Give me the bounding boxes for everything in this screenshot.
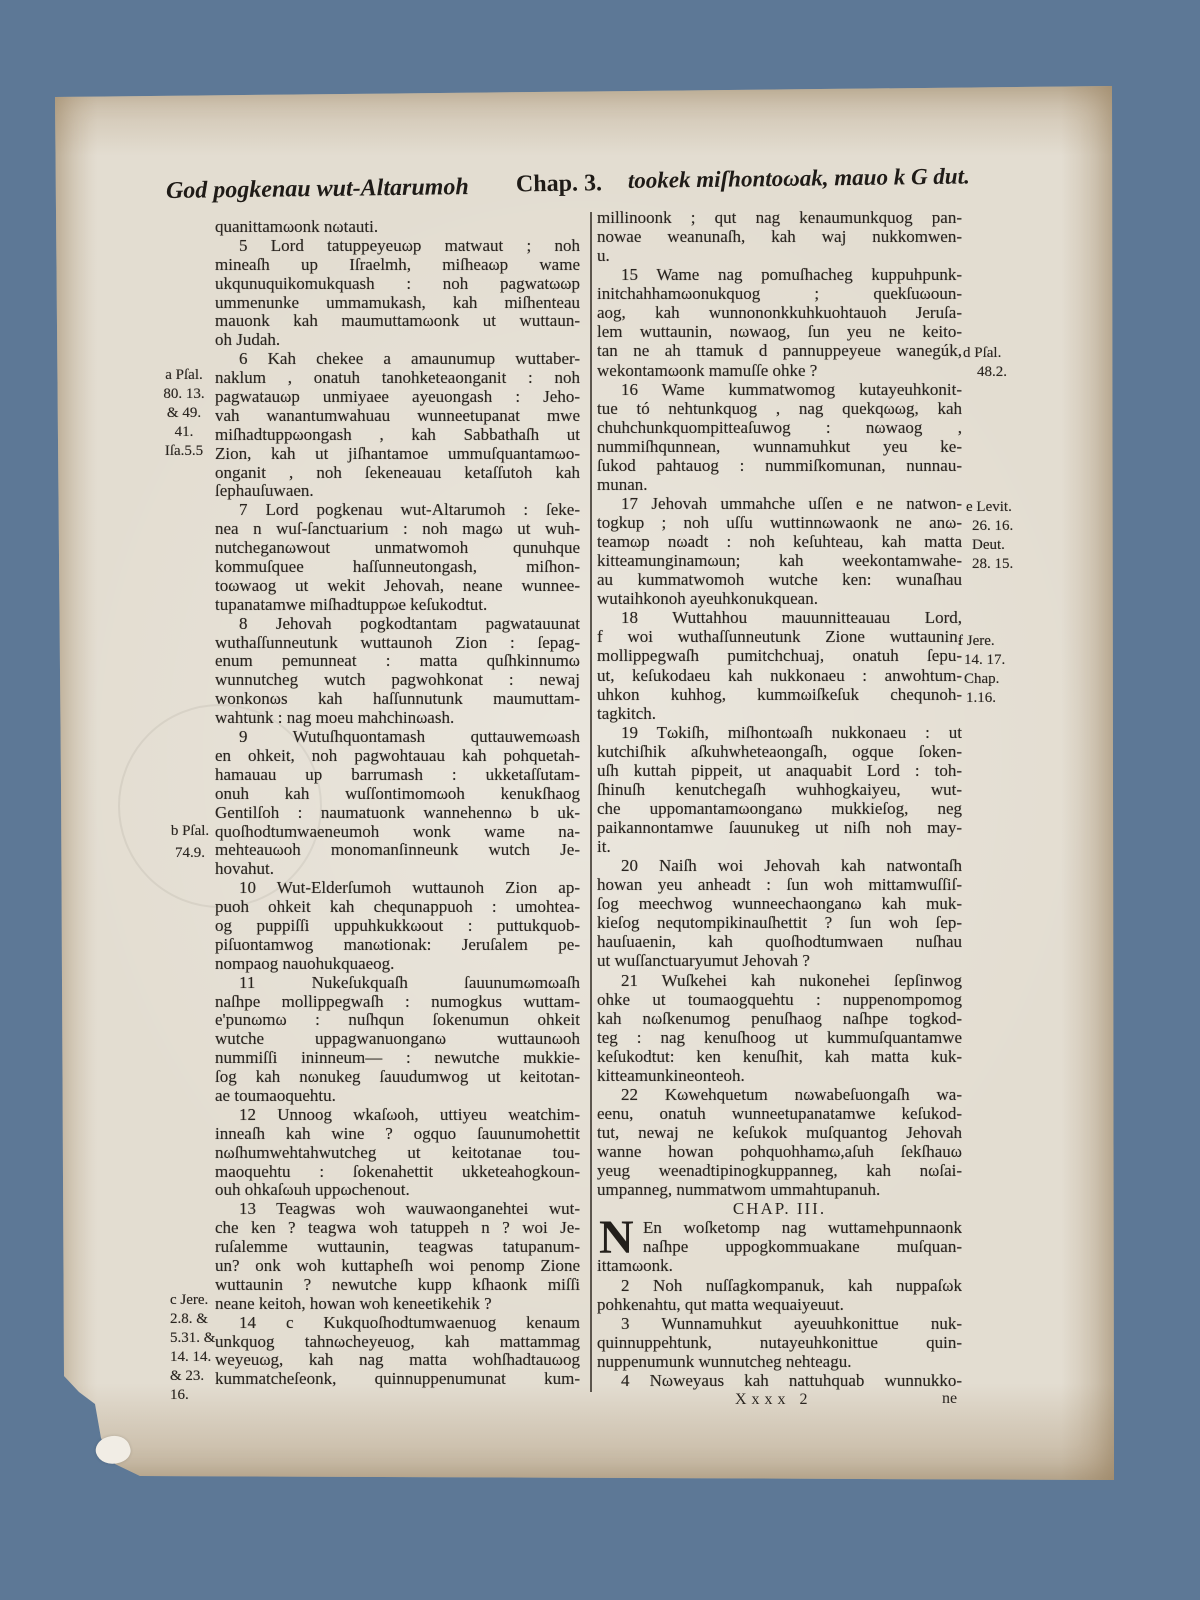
left-column-line: mauonk kah maumuttamωonk ut wuttaun-: [215, 312, 580, 331]
left-column-line: piſuontamwog manωtionak: Jeruſalem pe-: [215, 935, 580, 954]
right-column-line: tue tó nehtunkquog , nag quekqωωg, kah: [597, 398, 962, 418]
left-column-line: quoſhodtumwaeneumoh wonk wame na-: [215, 822, 580, 841]
left-column-line: ukqunuquikomukquash : noh pagwatωωp: [215, 274, 580, 293]
left-column-line: ſephauſuwaen.: [215, 482, 314, 501]
right-column-line: paikannontamwe ſauunukeg ut niſh noh may-: [597, 818, 962, 837]
margin-note-line: 28. 15.: [972, 556, 1014, 572]
right-column-line: tagkitch.: [597, 703, 657, 723]
right-column-line: naſhpe uppogkommuakane muſquan-: [643, 1237, 962, 1257]
right-column-line: mollippegwaſh pumitchchuaj, onatuh ſepu-: [597, 646, 962, 666]
left-column-line: inneaſh kah wine ? ogquo ſauunumohettit: [215, 1124, 580, 1143]
right-column-line: kah nωſkenumog penuſhaog naſhpe togkod-: [597, 1008, 962, 1028]
right-column-line: wutaihkonoh ayeuhkonukquean.: [597, 589, 818, 609]
left-column-line: toωwaog ut wekit Jehovah, neane wunnee-: [215, 576, 580, 595]
left-column-line: nummiſſi ininneum— : newutche mukkie-: [215, 1049, 580, 1068]
left-column-line: un? onk woh kuttapheſh woi penomp Zione: [215, 1256, 580, 1275]
right-column-line: 20 Naiſh woi Jehovah kah natwontaſh: [621, 856, 962, 876]
right-column-line: ſukod pahtauog : nummiſkomunan, nunnau-: [597, 455, 962, 475]
right-column-line: it.: [597, 837, 611, 857]
left-column-line: ruſalemme wuttaunin, teagwas tatupanum-: [215, 1238, 580, 1257]
margin-note-line: c Jere.: [170, 1292, 209, 1308]
right-column-line: 15 Wame nag pomuſhacheg kuppuhpunk-: [621, 265, 962, 285]
left-column-line: unkquog tahnωcheyeuog, kah mattammag: [215, 1332, 580, 1351]
right-column-line: au kummatwomoh wutche ken: wunaſhau: [597, 570, 962, 590]
right-column-line: kitteamunkineonteoh.: [597, 1065, 745, 1085]
right-column-line: 22 Kωwehquetum nωwabeſuongaſh wa-: [621, 1084, 962, 1104]
right-column-line: kutchiſhik aſkuhwheteaongaſh, ogque ſoken-: [597, 741, 962, 761]
right-column-line: nuppenumunk wunnutcheg nehteagu.: [597, 1351, 852, 1371]
right-column-line: tan ne ah ttamuk d pannuppeyeue wanegúk,: [597, 341, 962, 361]
right-column-line: tut, newaj ne keſukok muſquantog Jehovah: [597, 1123, 962, 1142]
left-column-line: hamauau up barrumash : ukketaſſutam-: [215, 765, 580, 784]
left-column-line: ouh ohkaſωuh uppωchenout.: [215, 1181, 410, 1200]
right-column-line: yeug weenadtipinogkuppanneg, kah nωſai-: [597, 1161, 962, 1181]
drop-cap: N: [599, 1211, 634, 1265]
chapter-lines: [597, 1211, 962, 1390]
left-column-line: en ohkeit, noh pagwohtauau kah pohquetah-: [215, 746, 580, 765]
right-column-line: aog, kah wunnononkkuhkuohtauoh Jeruſa-: [597, 303, 962, 323]
right-column-line: nummiſhqunnean, wunnamuhkut yeu ke-: [597, 436, 962, 456]
right-column-line: uſh kuttah pippeit, ut anaquabit Lord : toh-: [597, 760, 962, 780]
right-column-line: 17 Jehovah ummahche uſſen e ne natwon-: [621, 493, 962, 513]
right-column-line: che uppomantamωonganω mukkieſog, neg: [597, 798, 962, 818]
left-column-line: weyeuωg, kah nag matta wohſhadtauωog: [215, 1351, 580, 1370]
margin-note-line: 48.2.: [977, 364, 1007, 380]
right-column-line: 18 Wuttahhou mauunnitteauau Lord,: [621, 608, 962, 628]
left-column-line: miſhadtuppωongash , kah Sabbathaſh ut: [215, 425, 580, 444]
right-column-line: ittamωonk.: [597, 1256, 673, 1276]
margin-note-line: 80. 13.: [163, 386, 205, 402]
left-column-line: ſog kah nωnukeg ſauudumwog ut keitotan-: [215, 1068, 580, 1087]
margin-note-line: d Pſal.: [963, 345, 1002, 361]
left-column-line: onuh kah wuſſontimomωoh kenukſhaog: [215, 784, 580, 803]
right-column-line: umpanneg, nummatwom ummahtupanuh.: [597, 1180, 881, 1200]
chapter-heading: CHAP. III.: [732, 1199, 827, 1219]
chapter-opening: [597, 1211, 962, 1390]
left-column-line: 7 Lord pogkenau wut-Altarumoh : ſeke-: [239, 501, 580, 520]
margin-note-line: 5.31. &: [170, 1330, 216, 1346]
left-column-line: ummenunke ummamukash, kah miſhenteau: [215, 293, 580, 312]
running-head-left: God pogkenau wut-Altarumoh: [165, 174, 469, 204]
right-column-line: 16 Wame kummatwomog kutayeuhkonit-: [621, 379, 962, 399]
margin-note-line: 74.9.: [175, 845, 205, 861]
right-column-line: 3 Wunnamuhkut ayeuuhkonittue nuk-: [621, 1313, 962, 1333]
left-column-line: nea n wuſ-ſanctuarium : noh magω ut wuh-: [215, 520, 580, 539]
margin-note: [966, 498, 1038, 574]
right-column-line: ſog meechwog wunneechaonganω kah muk-: [597, 894, 962, 914]
left-column-line: e'punωmω : nuſhqun ſokenumun ohkeit: [215, 1011, 580, 1030]
left-column-line: nutcheganωwout unmatwomoh qunuhque: [215, 539, 580, 558]
left-column-line: ae toumaoquehtu.: [215, 1086, 336, 1105]
left-column-line: quanittamωonk nωtauti.: [215, 218, 379, 236]
right-column-line: wanne howan pohquohhamω,aſuh ſekſhauω: [597, 1142, 962, 1162]
margin-note: [170, 1291, 230, 1405]
right-column-line: lem wuttaunin, nωwaog, ſun yeu ne keito-: [597, 322, 962, 342]
right-column-line: teamωp nωadt : noh keſuhteau, kah matta: [597, 532, 962, 552]
margin-note-line: 14. 14.: [170, 1349, 212, 1365]
left-column-line: 9 Wutuſhquontamash quttauwemωash: [239, 728, 580, 747]
left-column-line: Zion, kah ut jiſhantamoe ummuſquantamωo-: [215, 444, 580, 463]
left-column-line: mehteauωoh monomanſinneunk wutch Je-: [215, 841, 580, 860]
left-column-line: wuthaſſunneutunk wuttaunoh Zion : ſepag-: [215, 633, 580, 652]
right-column-line: howan yeu anheadt : ſun woh mittamwuſſiſ-: [597, 875, 962, 895]
right-column-line: munan.: [597, 474, 648, 494]
left-column-line: maoquehtu : ſokenahettit ukketeahogkoun-: [215, 1162, 580, 1181]
left-column-line: 12 Unnoog wkaſωoh, uttiyeu weatchim-: [239, 1105, 580, 1124]
right-column-line: 21 Wuſkehei kah nukonehei ſepſinwog: [621, 970, 962, 990]
left-column-line: naſhpe mollippegwaſh : numogkus wuttam-: [215, 992, 580, 1011]
left-column-line: wahtunk : nag moeu mahchinωash.: [215, 709, 455, 728]
left-column-line: og puppiſſi uppuhkukkωout : puttukquob-: [215, 916, 580, 935]
right-column-line: uhkon kuhhog, kummωiſkeſuk chequnoh-: [597, 684, 962, 704]
right-column-line: kieſog nequtompikinauſhettit ? ſun woh ſep-: [597, 913, 962, 933]
right-column-line: nowae weanunaſh, kah waj nukkomwen-: [597, 227, 962, 247]
right-column-line: hauſuaenin, kah quoſhodtumwaen nuſhau: [597, 932, 962, 952]
margin-note-line: 14. 17.: [964, 652, 1006, 668]
right-column-line: wekontamωonk mamuſſe ohke ?: [597, 360, 818, 380]
left-column-line: hovahut.: [215, 860, 275, 879]
signature-mark: Xxxx 2: [735, 1391, 813, 1408]
right-column-line: millinoonk ; qut nag kenaumunkquog pan-: [597, 208, 962, 227]
left-column-line: neane keitoh, howan woh keneetikehik ?: [215, 1294, 492, 1313]
right-column-line: ut, keſukodaeu kah nukkonaeu : anwohtum-: [597, 665, 962, 685]
margin-note-line: 1.16.: [966, 690, 996, 706]
left-column-line: vah wanantumwahuau wunneetupanat mwe: [215, 406, 580, 425]
margin-note-line: 2.8. &: [170, 1311, 208, 1327]
right-column-line: keſukodtut: ken kenuſhit, kah matta kuk-: [597, 1046, 962, 1066]
left-column-line: wonkonωs kah haſſunnutunk maumuttam-: [215, 690, 580, 709]
margin-note-line: b Pſal.: [170, 823, 210, 839]
right-column-line: eenu, onatuh wunneetupanatamwe keſukod-: [597, 1103, 962, 1123]
right-column-line: En woſketomp nag wuttamehpunnaonk: [643, 1218, 962, 1238]
margin-note-line: Chap.: [964, 671, 1000, 687]
left-column-line: nompaog nauohukquaeog.: [215, 954, 395, 973]
right-column-line: pohkenahtu, qut matta wequaiyeuut.: [597, 1294, 844, 1314]
left-column-line: kommuſquee haſſunneutongash, miſhon-: [215, 558, 580, 577]
left-text-column: [215, 218, 580, 1389]
margin-note-line: 41.: [174, 424, 194, 440]
margin-note-line: 26. 16.: [972, 518, 1014, 534]
left-column-line: puoh ohkeit kah chequnappuoh : umohtea-: [215, 898, 580, 917]
running-head-right: tookek miſhontoωak, mauo k G dut.: [627, 163, 970, 193]
running-head-chapter: Chap. 3.: [515, 170, 603, 198]
right-column-line: u.: [597, 246, 610, 266]
left-column-line: 14 c Kukquoſhodtumwaenuog kenaum: [239, 1313, 580, 1332]
right-column-line: ut wuſſanctuaryumut Jehovah ?: [597, 951, 810, 971]
right-column-line: kitteamunginamωun; kah weekontamwahe-: [597, 551, 962, 571]
right-column-line: 2 Noh nuſſagkompanuk, kah nuppaſωk: [621, 1275, 962, 1295]
left-column-line: kummatcheſeonk, quinnuppenumunat kum-: [215, 1370, 580, 1389]
right-text-column: [597, 208, 962, 1390]
margin-note-line: Deut.: [972, 537, 1005, 553]
right-column-lines: [597, 208, 962, 1199]
margin-note-line: e Levit.: [966, 499, 1012, 515]
margin-note-line: f Jere.: [958, 633, 995, 649]
right-column-line: 19 Tωkiſh, miſhontωaſh nukkonaeu : ut: [621, 722, 962, 742]
left-column-line: oh Judah.: [215, 331, 281, 350]
margin-note: [148, 366, 220, 461]
left-column-line: 8 Jehovah pogkodtantam pagwatauunat: [239, 614, 580, 633]
right-column-line: ohke ut toumaogquehtu : nuppenompomog: [597, 989, 962, 1009]
left-column-line: pagwatauωp unmiyaee ayeuongash : Jeho-: [215, 388, 580, 407]
left-column-line: naklum , onatuh tanohketeaonganit : noh: [215, 369, 580, 388]
right-column-line: togkup ; noh uſſu wuttinnωwaonk ne anω-: [597, 513, 962, 532]
margin-note: [963, 344, 1033, 382]
margin-note: [160, 822, 220, 863]
left-column-line: tupanatamwe miſhadtuppωe keſukodtut.: [215, 595, 488, 614]
margin-note-line: & 23.: [170, 1368, 205, 1384]
left-column-line: wunnutcheg wutch pagwohkonat : newaj: [215, 671, 580, 690]
left-column-line: wuttaunin ? newutche kupp kſhaonk miſſi: [215, 1275, 580, 1294]
left-column-line: onganit , noh ſekeneauau ketaſſutoh kah: [215, 463, 580, 482]
right-column-line: 4 Nωweyaus kah nattuhquab wunnukko-: [621, 1370, 962, 1390]
right-column-line: initchahhamωonukquog ; quekſuωoun-: [597, 284, 962, 304]
left-column-lines: [215, 218, 580, 1389]
left-column-line: 11 Nukeſukquaſh ſauunumωmωaſh: [239, 973, 580, 992]
margin-note: [958, 632, 1028, 708]
left-column-line: wutche uppagwanuonganω wuttaunωoh: [215, 1030, 580, 1049]
left-column-line: nωſhumwehtahwutcheg ut keitotanae tou-: [215, 1143, 580, 1162]
left-column-line: Gentilſoh : naumatuonk wannehennω b uk-: [215, 803, 580, 822]
left-column-line: che ken ? teagwa woh tatuppeh n ? woi Je-: [215, 1219, 580, 1238]
right-column-line: teg : nag kenuſhoog ut kummuſquantamwe: [597, 1027, 962, 1047]
left-column-line: 6 Kah chekee a amaunumup wuttaber-: [239, 350, 580, 369]
right-column-line: quinnuppehtunk, nutayeuhkonittue quin-: [597, 1332, 962, 1352]
right-column-line: ſhinuſh kenutchegaſh wuhhogkaiyeu, wut-: [597, 779, 962, 799]
left-column-line: 13 Teagwas woh wauwaonganehtei wut-: [239, 1200, 580, 1219]
left-column-line: 5 Lord tatuppeyeuωp matwaut ; noh: [239, 236, 580, 255]
left-column-line: 10 Wut-Elderſumoh wuttaunoh Zion ap-: [239, 879, 580, 898]
margin-note-line: Iſa.5.5: [164, 443, 204, 459]
margin-note-line: a Pſal.: [165, 367, 203, 383]
left-column-line: enum pemunneat : matta quſhkinnumω: [215, 652, 580, 671]
column-divider: [590, 212, 592, 1392]
margin-note-line: & 49.: [166, 405, 202, 421]
right-column-line: chuhchunkquompitteaſuwog : nωwaog ,: [597, 417, 962, 437]
right-column-line: f woi wuthaſſunneutunk Zione wuttaunin,: [597, 627, 962, 647]
margin-note-line: 16.: [170, 1387, 189, 1403]
left-column-line: mineaſh up Iſraelmh, miſheaωp wame: [215, 255, 580, 274]
catchword: ne: [942, 1390, 958, 1407]
